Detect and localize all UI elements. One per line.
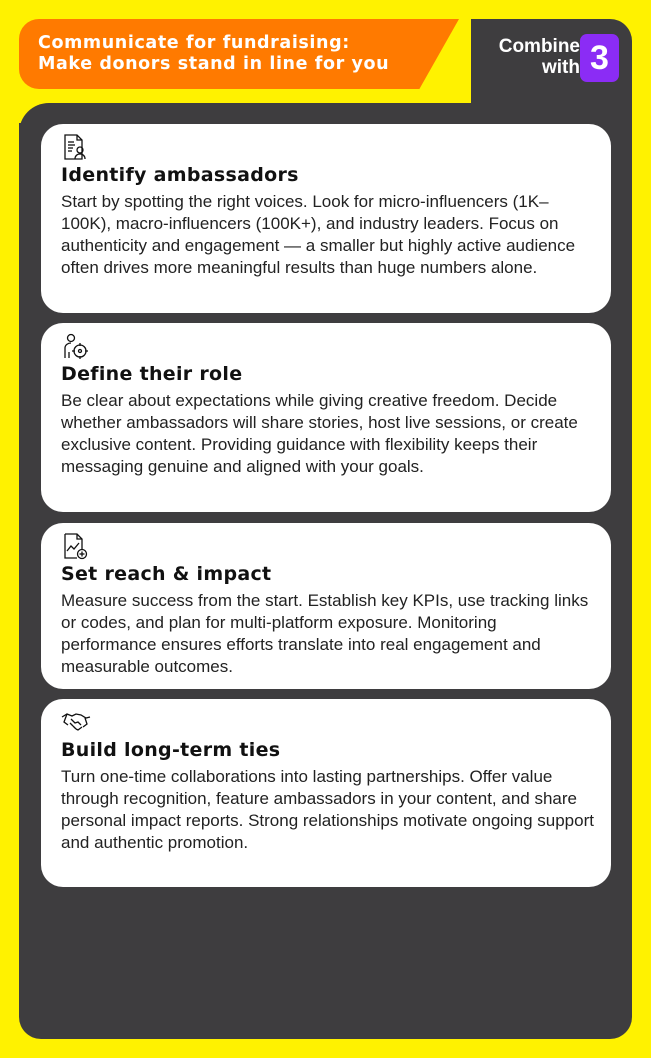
person-target-icon: [61, 332, 89, 360]
card-title: Define their role: [61, 363, 243, 385]
card-body: Measure success from the start. Establish key KPIs, use tracking links or codes, and plan for multi-platform exposure. Monitoring performance ensures efforts translate into real engagement and measurable outcomes.: [61, 591, 589, 676]
card-define-role: [41, 323, 611, 512]
card-title: Build long-term ties: [61, 739, 281, 761]
combine-label-line2: with: [542, 57, 580, 78]
card-body: Start by spotting the right voices. Look for micro-influencers (1K–100K), macro-influencers (100K+), and industry leaders. Focus on authenticity and engagement — a smaller but highly active audience often drives more meaningful results than huge numbers alone.: [61, 192, 576, 277]
document-person-icon: [61, 133, 89, 161]
banner-title-line2: Make donors stand in line for you: [38, 54, 390, 74]
combine-label-line1: Combine: [498, 36, 580, 57]
handshake-icon: [61, 708, 89, 736]
combine-label: [470, 36, 580, 78]
banner-title-line1: Communicate for fundraising:: [38, 33, 350, 53]
card-title: Identify ambassadors: [61, 164, 299, 186]
combine-number-badge: 3: [580, 34, 619, 82]
card-build-long-term-ties: [41, 699, 611, 887]
card-title: Set reach & impact: [61, 563, 272, 585]
card-body: Turn one-time collaborations into lasting partnerships. Offer value through recognition, feature ambassadors in your content, and share personal impact reports. Strong relationships motivate ongoing support and authentic promotion.: [61, 767, 594, 852]
banner-title: [38, 33, 438, 75]
card-body: Be clear about expectations while giving creative freedom. Decide whether ambassadors will share stories, host live sessions, or create exclusive content. Providing guidance with flexibility keeps their messaging genuine and aligned with your goals.: [61, 391, 578, 476]
chart-document-icon: [61, 532, 89, 560]
card-identify-ambassadors: [41, 124, 611, 313]
card-set-reach-impact: [41, 523, 611, 689]
